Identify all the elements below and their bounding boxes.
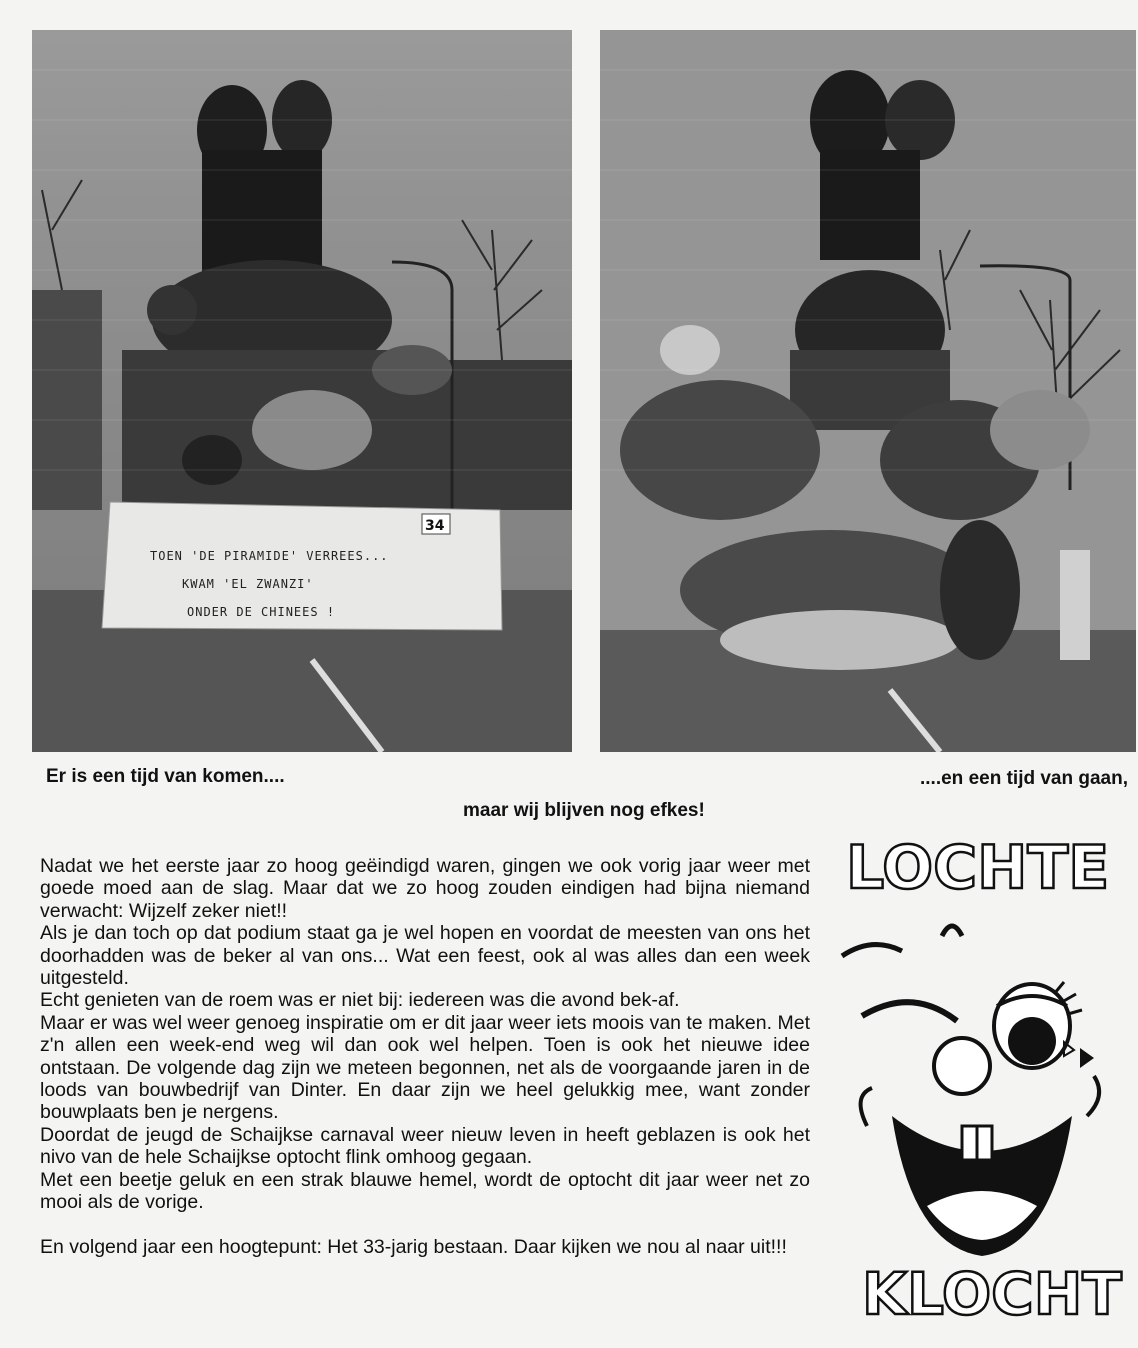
float-sign-line: TOEN 'DE PIRAMIDE' VERREES... <box>150 549 389 563</box>
eyebrow-curl-icon <box>942 926 962 936</box>
winking-eye-icon <box>862 1002 957 1021</box>
logo-bottom-word: KLOCHT <box>862 1260 1122 1328</box>
nose-icon <box>934 1038 990 1094</box>
triangle-icon <box>1080 1048 1094 1068</box>
article-paragraph: Nadat we het eerste jaar zo hoog geëindigd waren, gingen we ook vorig jaar weer met goede moed aan de slag. Maar dat we zo hoog zouden eindigen had bijna niemand verwacht: Wijzelf zeker niet!! <box>40 855 810 922</box>
float-photo-left <box>32 30 572 752</box>
article-paragraph: Doordat de jeugd de Schaijkse carnaval weer nieuw leven in heeft geblazen is ook het nivo van de hele Schaijkse optocht flink omhoog gegaan. <box>40 1123 810 1169</box>
float-photo-right <box>600 30 1136 752</box>
article-body <box>40 855 810 1258</box>
caption-left: Er is een tijd van komen.... <box>46 766 285 787</box>
caption-center: maar wij blijven nog efkes! <box>463 800 705 821</box>
float-number: 34 <box>425 518 445 534</box>
eyebrow-left-icon <box>842 945 902 956</box>
article-paragraph: Echt genieten van de roem was er niet bij: iedereen was die avond bek-af. <box>40 989 680 1012</box>
article-paragraph: Met een beetje geluk en een strak blauwe hemel, wordt de optocht dit jaar weer net zo mooi als de vorige. <box>40 1168 810 1214</box>
article-paragraph: Als je dan toch op dat podium staat ga je wel hopen en voordat de meesten van ons het doorhadden was de beker al van ons... Wat een feest, ook al was alles dan een week uitgesteld. <box>40 922 810 990</box>
float-sign-line: KWAM 'EL ZWANZI' <box>182 577 314 591</box>
caption-right: ....en een tijd van gaan, <box>920 768 1128 789</box>
logo-top-word: LOCHTE <box>846 833 1110 903</box>
article-closing: En volgend jaar een hoogtepunt: Het 33-jarig bestaan. Daar kijken we nou al naar uit!!! <box>40 1235 787 1258</box>
lochte-klocht-logo <box>832 826 1138 1336</box>
article-paragraph: Maar er was wel weer genoeg inspiratie om er dit jaar weer iets moois van te maken. Met z'n allen een week-end weg wil dan ook wel helpen. Toen is ook het nieuwe idee ontstaan. De volgende dag zijn we meteen begonnen, net als de voorgaande jaren in de loods van bouwbedrijf van Dinter. En daar zijn we heel gelukkig mee, want zonder bouwplaats ben je nergens. <box>40 1011 810 1124</box>
float-sign-line: ONDER DE CHINEES ! <box>187 605 336 619</box>
